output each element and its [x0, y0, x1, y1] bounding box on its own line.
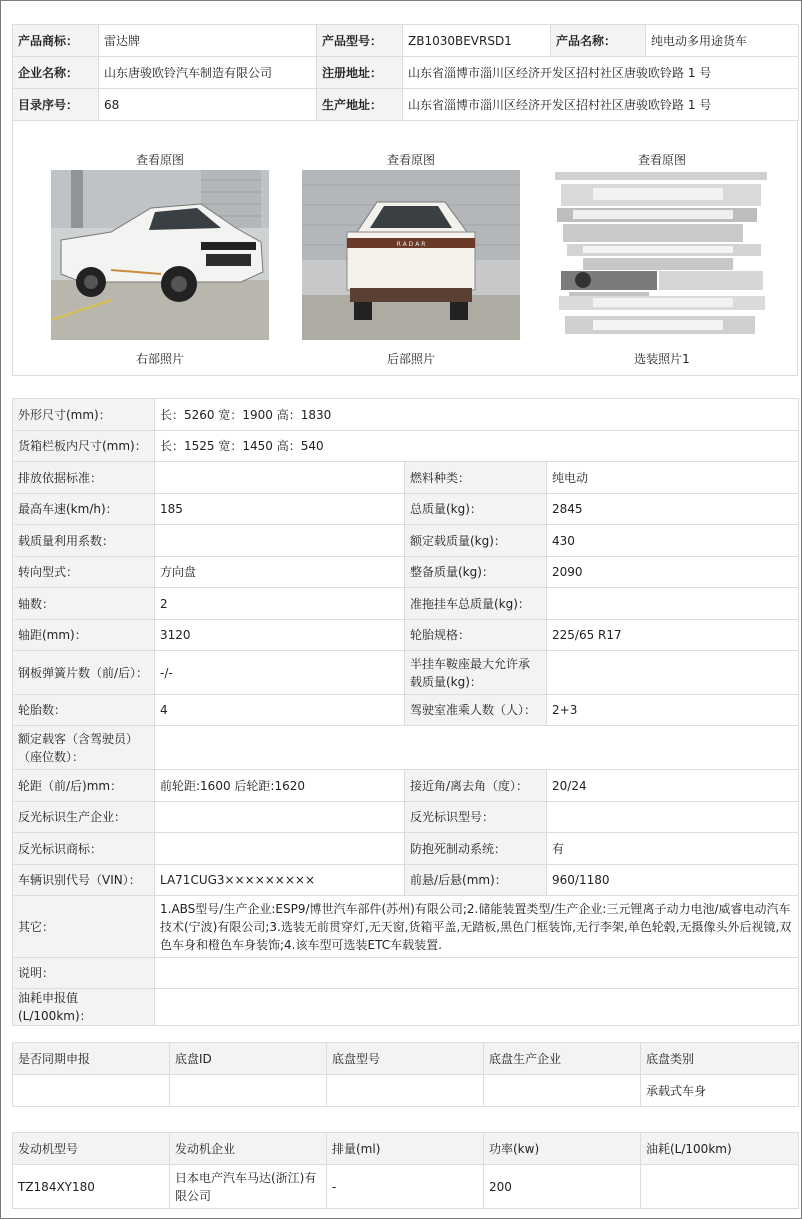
engine-header-maker: 发动机企业 [170, 1133, 327, 1165]
engine-header-power: 功率(kw) [484, 1133, 641, 1165]
chassis-id [170, 1075, 327, 1107]
dims-label: 外形尺寸(mm)： [13, 399, 155, 431]
photo-optional [553, 121, 771, 377]
saddle-label: 半挂车鞍座最大允许承载质量(kg)： [405, 651, 547, 695]
speed-value: 185 [155, 494, 405, 525]
note-value [155, 958, 799, 989]
product-info-table [12, 24, 799, 121]
table-row [13, 1165, 799, 1209]
angle-value: 20/24 [547, 770, 799, 802]
chassis-header-type: 底盘类别 [641, 1043, 799, 1075]
springs-value: -/- [155, 651, 405, 695]
table-row [13, 1075, 799, 1107]
optional-photo-1[interactable] [553, 170, 771, 340]
curb-mass-label: 整备质量(kg)： [405, 557, 547, 588]
tire-spec-label: 轮胎规格： [405, 620, 547, 651]
axles-label: 轴数： [13, 588, 155, 620]
trailer-mass-value [547, 588, 799, 620]
rated-load-value: 430 [547, 525, 799, 557]
wheelbase-label: 轴距(mm)： [13, 620, 155, 651]
right-photo-caption: 右部照片 [135, 352, 184, 366]
engine-header-displacement: 排量(ml) [327, 1133, 484, 1165]
total-mass-value: 2845 [547, 494, 799, 525]
springs-label: 钢板弹簧片数（前/后）： [13, 651, 155, 695]
model-label: 产品型号： [317, 25, 403, 57]
rated-load-label: 额定载质量(kg)： [405, 525, 547, 557]
reflector-model-label: 反光标识型号： [405, 802, 547, 833]
catalog-value: 68 [99, 89, 317, 121]
photo-rear [302, 121, 520, 377]
company-value: 山东唐骏欧铃汽车制造有限公司 [99, 57, 317, 89]
chassis-header-maker: 底盘生产企业 [484, 1043, 641, 1075]
dims-value: 长：5260 宽：1900 高：1830 [155, 399, 799, 431]
axles-value: 2 [155, 588, 405, 620]
engine-displacement: - [327, 1165, 484, 1209]
photo-right [51, 121, 269, 377]
reg-address-value: 山东省淄博市淄川区经济开发区招村社区唐骏欧铃路 1 号 [403, 57, 799, 89]
view-original-link[interactable]: 查看原图 [386, 153, 435, 167]
tire-spec-value: 225/65 R17 [547, 620, 799, 651]
speed-label: 最高车速(km/h)： [13, 494, 155, 525]
curb-mass-value: 2090 [547, 557, 799, 588]
view-original-link[interactable]: 查看原图 [135, 153, 184, 167]
view-original-link[interactable]: 查看原图 [637, 153, 686, 167]
brand-value: 雷达牌 [99, 25, 317, 57]
reflector-maker-value [155, 802, 405, 833]
seats-label: 额定载客（含驾驶员）（座位数）： [13, 726, 155, 770]
reflector-brand-value [155, 833, 405, 865]
chassis-maker [484, 1075, 641, 1107]
catalog-label: 目录序号： [13, 89, 99, 121]
load-coef-value [155, 525, 405, 557]
engine-header-consumption: 油耗(L/100km) [641, 1133, 799, 1165]
fuel-label: 燃料种类： [405, 462, 547, 494]
product-name-label: 产品名称： [551, 25, 646, 57]
svg-text:R A D A R: R A D A R [396, 241, 426, 248]
chassis-concurrent [13, 1075, 170, 1107]
saddle-value [547, 651, 799, 695]
fuel-value: 纯电动 [547, 462, 799, 494]
steering-label: 转向型式： [13, 557, 155, 588]
overhang-label: 前悬/后悬(mm)： [405, 865, 547, 896]
vin-label: 车辆识别代号（VIN）： [13, 865, 155, 896]
engine-table [12, 1132, 799, 1209]
chassis-header-concurrent: 是否同期申报 [13, 1043, 170, 1075]
photo-panel [12, 120, 798, 376]
cab-capacity-label: 驾驶室准乘人数（人）： [405, 695, 547, 726]
abs-value: 有 [547, 833, 799, 865]
chassis-table [12, 1042, 799, 1107]
wheelbase-value: 3120 [155, 620, 405, 651]
rear-photo-caption: 后部照片 [386, 352, 435, 366]
abs-label: 防抱死制动系统： [405, 833, 547, 865]
engine-power: 200 [484, 1165, 641, 1209]
optional-photo-caption: 选装照片1 [634, 352, 690, 366]
chassis-type: 承载式车身 [641, 1075, 799, 1107]
tires-value: 4 [155, 695, 405, 726]
model-value: ZB1030BEVRSD1 [403, 25, 551, 57]
chassis-header-model: 底盘型号 [327, 1043, 484, 1075]
prod-address-label: 生产地址： [317, 89, 403, 121]
trailer-mass-label: 准拖挂车总质量(kg)： [405, 588, 547, 620]
note-label: 说明： [13, 958, 155, 989]
specs-table [12, 398, 799, 1026]
chassis-model [327, 1075, 484, 1107]
other-label: 其它： [13, 896, 155, 958]
seats-value [155, 726, 799, 770]
track-value: 前轮距:1600 后轮距:1620 [155, 770, 405, 802]
cargo-label: 货箱栏板内尺寸(mm)： [13, 431, 155, 462]
company-label: 企业名称： [13, 57, 99, 89]
cargo-value: 长：1525 宽：1450 高：540 [155, 431, 799, 462]
engine-consumption [641, 1165, 799, 1209]
engine-header-model: 发动机型号 [13, 1133, 170, 1165]
right-side-photo[interactable] [51, 170, 269, 340]
track-label: 轮距（前/后)mm： [13, 770, 155, 802]
cab-capacity-value: 2+3 [547, 695, 799, 726]
brand-label: 产品商标： [13, 25, 99, 57]
reflector-model-value [547, 802, 799, 833]
total-mass-label: 总质量(kg)： [405, 494, 547, 525]
emission-label: 排放依据标准： [13, 462, 155, 494]
other-value: 1.ABS型号/生产企业:ESP9/博世汽车部件(苏州)有限公司;2.储能装置类型/生产企业:三元锂离子动力电池/威睿电动汽车技术(宁波)有限公司;3.选装无前贯穿灯,无天窗,货箱平盖,无踏板,黑色门框装饰,无行李架,单色轮毂,无摄像头外后视镜,双色车身和橙色车身装饰;4.该车型可选装ETC车载装置. [155, 896, 799, 958]
rear-photo[interactable] [302, 170, 520, 340]
emission-value [155, 462, 405, 494]
angle-label: 接近角/离去角（度）： [405, 770, 547, 802]
vin-value: LA71CUG3××××××××× [155, 865, 405, 896]
product-name-value: 纯电动多用途货车 [646, 25, 799, 57]
steering-value: 方向盘 [155, 557, 405, 588]
load-coef-label: 载质量利用系数： [13, 525, 155, 557]
tires-label: 轮胎数： [13, 695, 155, 726]
prod-address-value: 山东省淄博市淄川区经济开发区招村社区唐骏欧铃路 1 号 [403, 89, 799, 121]
consumption-label: 油耗申报值(L/100km)： [13, 989, 155, 1026]
engine-maker: 日本电产汽车马达(浙江)有限公司 [170, 1165, 327, 1209]
overhang-value: 960/1180 [547, 865, 799, 896]
reflector-brand-label: 反光标识商标： [13, 833, 155, 865]
reflector-maker-label: 反光标识生产企业： [13, 802, 155, 833]
consumption-value [155, 989, 799, 1026]
engine-model: TZ184XY180 [13, 1165, 170, 1209]
chassis-header-id: 底盘ID [170, 1043, 327, 1075]
reg-address-label: 注册地址： [317, 57, 403, 89]
